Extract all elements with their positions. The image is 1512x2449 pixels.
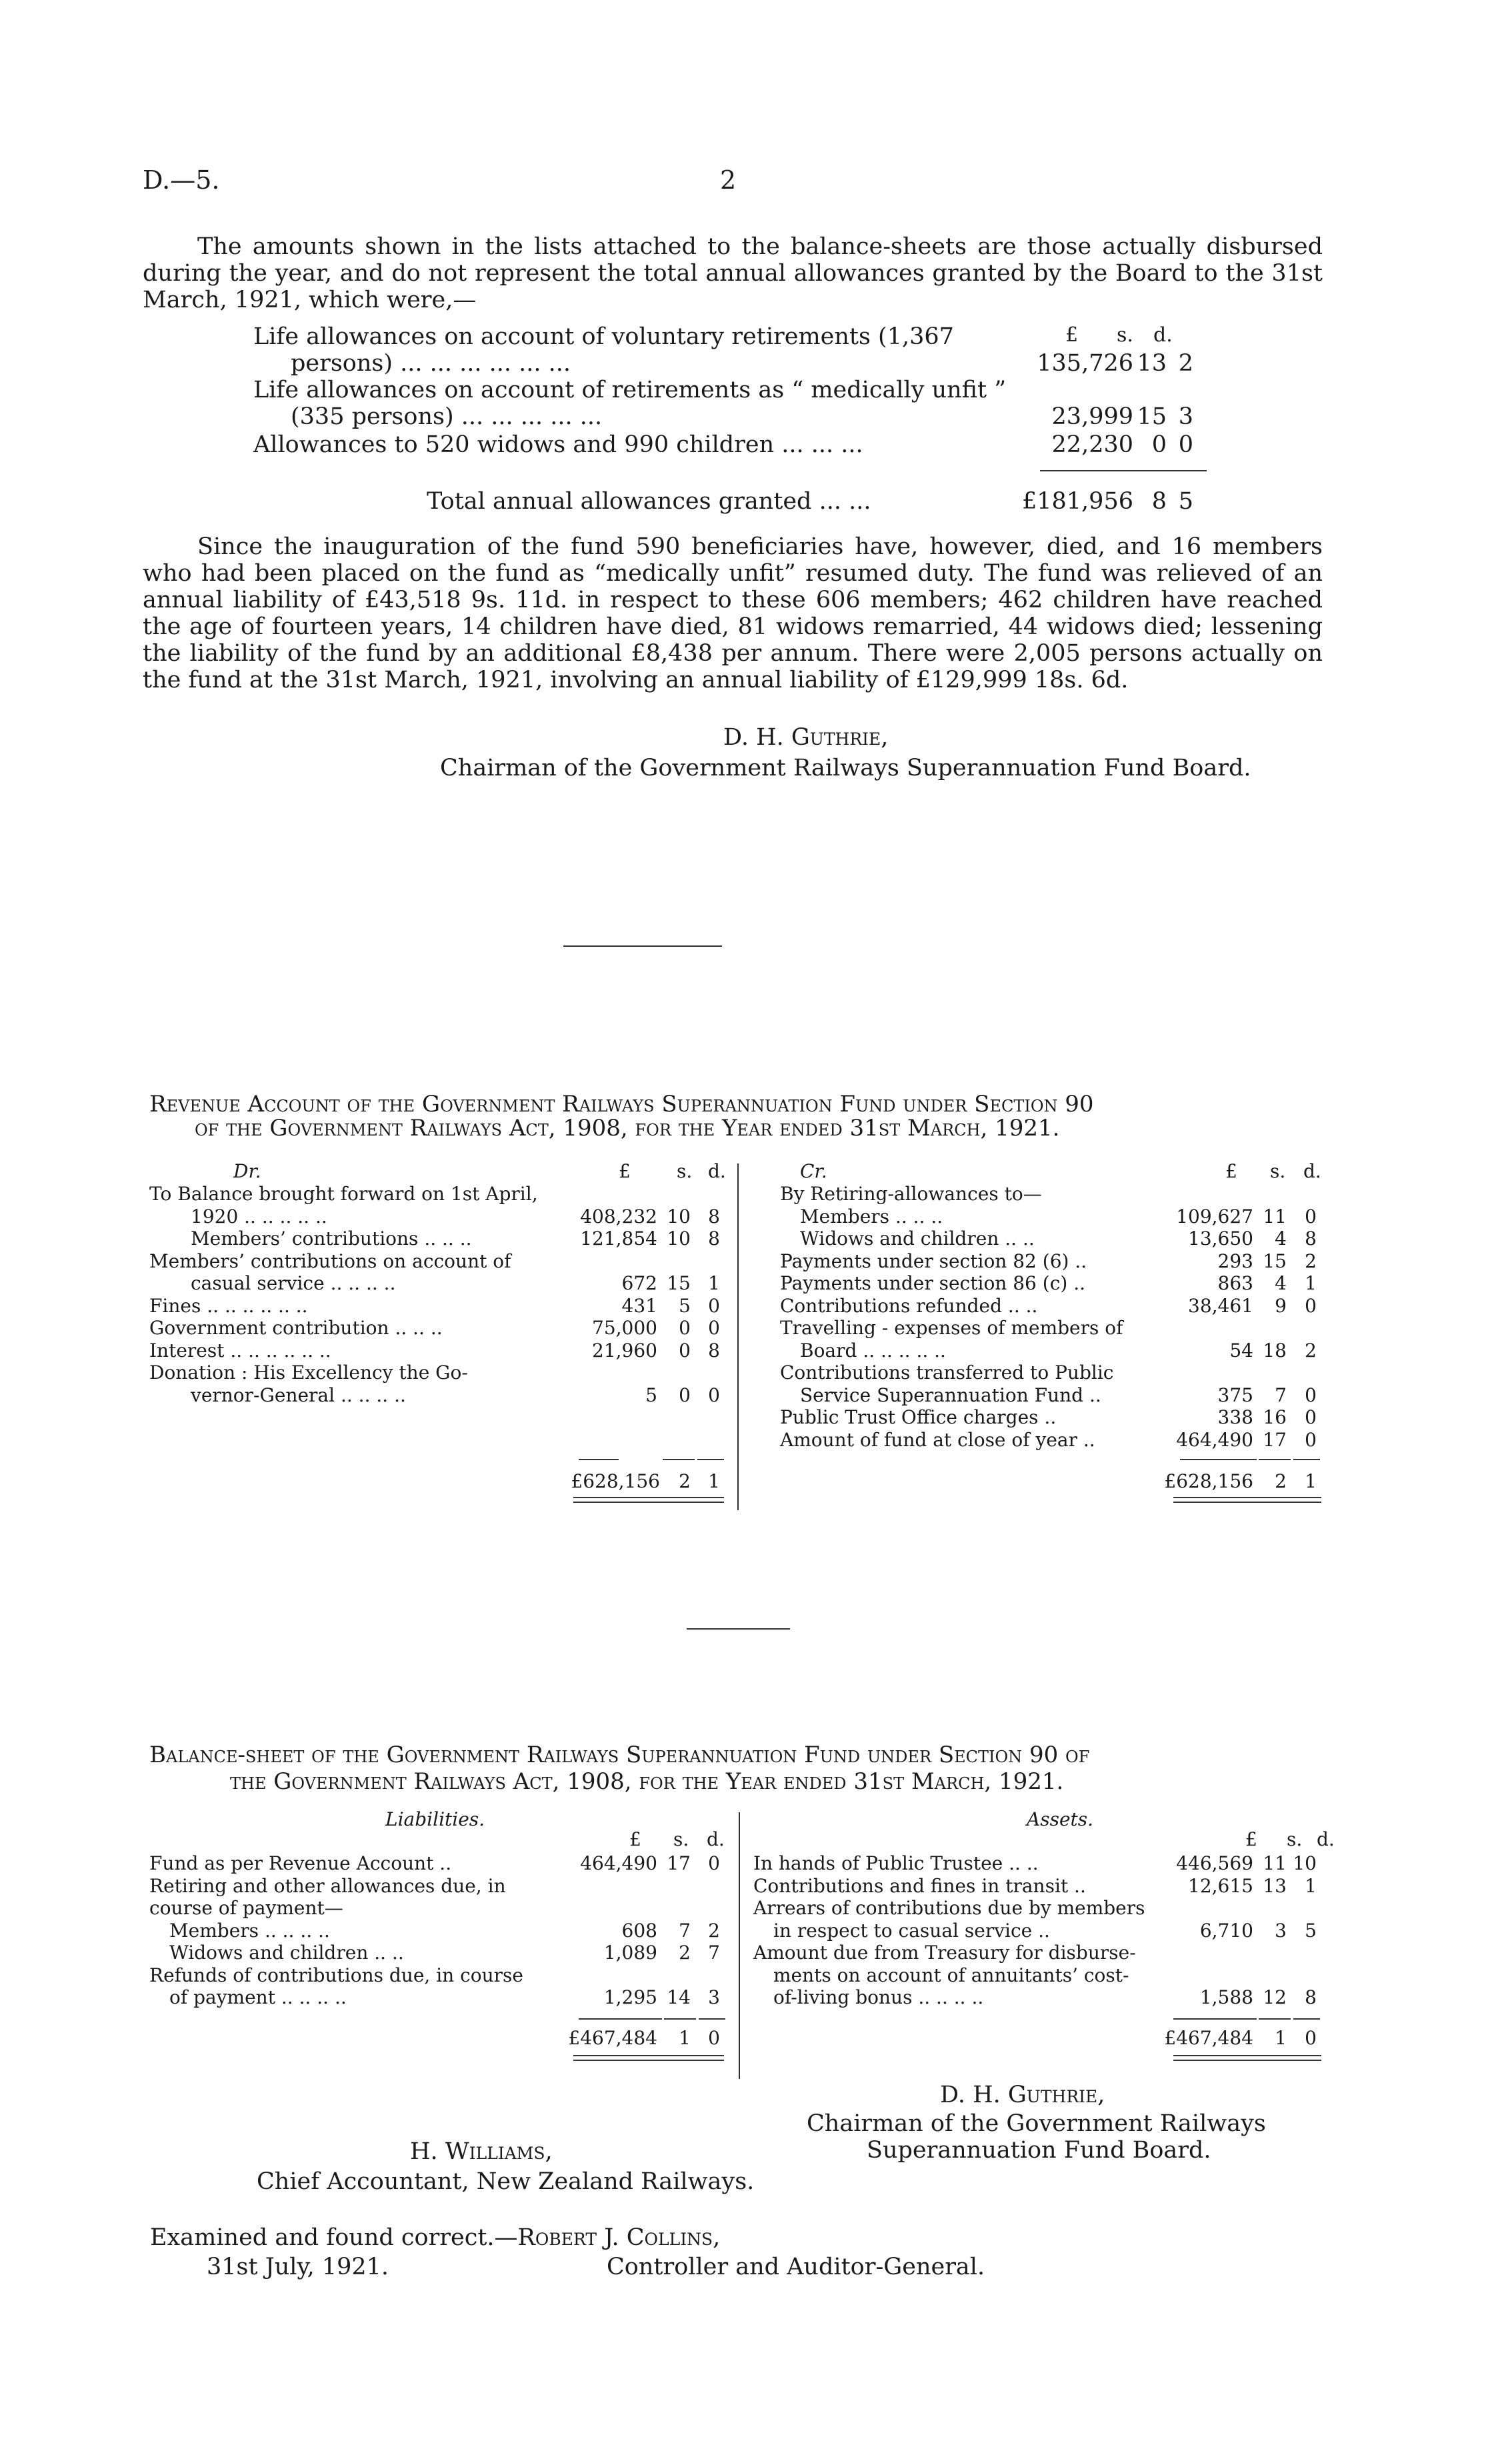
ledger-row-pence: 8	[708, 1205, 720, 1228]
ledger-row-pence: 1	[1305, 1874, 1317, 1897]
cr-label: Cr.	[800, 1160, 827, 1182]
ledger-row-shillings: 14	[667, 1986, 691, 2008]
ledger-row-pence: 7	[708, 1942, 720, 1964]
ledger-row-pounds: 338	[1217, 1406, 1253, 1428]
audit-line	[150, 2224, 720, 2251]
ledger-row-pence: 0	[708, 1317, 720, 1339]
ledger-row-pounds: 464,490	[1176, 1428, 1253, 1451]
ledger-row-pounds: 121,854	[580, 1228, 657, 1250]
guthrie-name: D. H. Guthrie,	[940, 2082, 1105, 2108]
ledger-row-text: Donation : His Excellency the Go-	[149, 1362, 468, 1384]
signature-name: D. H. Guthrie,	[723, 724, 889, 751]
cr-sum-rule	[1259, 1459, 1291, 1460]
auditor-name: Robert J. Collins,	[517, 2224, 721, 2251]
revenue-title-line2: of the Government Railways Act, 1908, for the Year ended 31st March, 1921.	[195, 1115, 1060, 1141]
col-pence: d.	[708, 1160, 726, 1182]
total-label: Total annual allowances granted ... ...	[427, 488, 871, 515]
col-pence: d.	[707, 1828, 725, 1850]
guthrie-title-line1: Chairman of the Government Railways	[807, 2110, 1266, 2137]
ledger-row-text: Interest .. .. .. .. .. ..	[149, 1339, 331, 1362]
col-shillings: s.	[677, 1160, 693, 1182]
ledger-row-pounds: 672	[621, 1272, 657, 1294]
ledger-row-pence: 0	[1305, 1406, 1317, 1428]
ledger-row-pounds: 5	[645, 1384, 657, 1406]
dr-total-pounds: £628,156	[571, 1470, 660, 1492]
liab-sum-rule	[579, 2018, 662, 2020]
ledger-row-pounds: 75,000	[592, 1317, 657, 1339]
ledger-row-pounds: 1,588	[1199, 1986, 1253, 2008]
ledger-row-pence: 0	[708, 1294, 720, 1317]
col-shillings: s.	[673, 1828, 689, 1850]
ledger-row-text: Fund as per Revenue Account ..	[149, 1852, 452, 1874]
balance-divider	[739, 1812, 740, 2079]
ledger-row-shillings: 18	[1263, 1339, 1287, 1362]
ledger-row-shillings: 3	[1275, 1919, 1287, 1942]
ledger-row-shillings: 10	[667, 1205, 691, 1228]
ledger-row-text: Widows and children .. ..	[800, 1228, 1035, 1250]
ledger-row-pounds: 608	[621, 1919, 657, 1942]
assets-label: Assets.	[1027, 1808, 1094, 1830]
signature-title: Chairman of the Government Railways Superannuation Fund Board.	[440, 755, 1251, 781]
asset-sum-rule	[1293, 2018, 1320, 2020]
ledger-row-shillings: 7	[679, 1919, 691, 1942]
ledger-row-pounds: 1,295	[603, 1986, 657, 2008]
ledger-row-shillings: 11	[1263, 1852, 1287, 1874]
liab-total-shillings: 1	[679, 2027, 691, 2049]
audit-date: 31st July, 1921.	[207, 2254, 389, 2280]
intro-paragraph	[143, 233, 1323, 313]
ledger-row-shillings: 17	[667, 1852, 691, 1874]
ledger-row-pence: 8	[1305, 1986, 1317, 2008]
liab-total-pence: 0	[708, 2027, 720, 2049]
cr-total-shillings: 2	[1275, 1470, 1287, 1492]
ledger-row-pence: 2	[1305, 1250, 1317, 1272]
ledger-row-text: Members’ contributions .. .. ..	[191, 1228, 472, 1250]
dr-sum-rule	[579, 1459, 619, 1460]
ledger-row-shillings: 17	[1263, 1428, 1287, 1451]
since-paragraph	[143, 533, 1323, 693]
ledger-row-pence: 0	[1305, 1205, 1317, 1228]
allowance-pounds: 23,999	[1051, 403, 1133, 430]
ledger-row-text: Members .. .. ..	[800, 1205, 943, 1228]
dr-label: Dr.	[233, 1160, 261, 1182]
allowance-pence: 2	[1178, 350, 1193, 377]
ledger-row-pounds: 863	[1217, 1272, 1253, 1294]
ledger-row-pounds: 431	[621, 1294, 657, 1317]
ledger-row-text: In hands of Public Trustee .. ..	[753, 1852, 1039, 1874]
ledger-row-pence: 8	[708, 1228, 720, 1250]
ledger-row-pounds: 1,089	[603, 1942, 657, 1964]
liabilities-label: Liabilities.	[385, 1808, 485, 1830]
allowance-line1: Life allowances on account of voluntary retirements (1,367	[253, 323, 954, 350]
ledger-row-pence: 0	[1305, 1294, 1317, 1317]
section-divider	[687, 1628, 790, 1630]
ledger-row-text: Amount of fund at close of year ..	[780, 1428, 1095, 1451]
liab-total-pounds: £467,484	[568, 2027, 657, 2049]
liab-sum-rule	[699, 2018, 725, 2020]
ledger-row-shillings: 13	[1263, 1874, 1287, 1897]
ledger-row-pence: 0	[708, 1852, 720, 1874]
asset-total-double-rule	[1173, 2055, 1321, 2061]
ledger-row-pounds: 12,615	[1188, 1874, 1253, 1897]
ledger-row-shillings: 7	[1275, 1384, 1287, 1406]
ledger-row-shillings: 10	[667, 1228, 691, 1250]
ledger-row-text: Arrears of contributions due by members	[753, 1897, 1145, 1919]
asset-sum-rule	[1259, 2018, 1291, 2020]
col-shillings: s.	[1270, 1160, 1286, 1182]
allowance-pounds: 135,726	[1037, 350, 1133, 377]
allowance-pence: 0	[1178, 431, 1193, 458]
ledger-row-shillings: 15	[1263, 1250, 1287, 1272]
asset-total-shillings: 1	[1275, 2027, 1287, 2049]
audit-prefix: Examined and found correct.—	[150, 2224, 518, 2251]
balance-title-line1: Balance-sheet of the Government Railways Superannuation Fund under Section 90 of	[149, 1742, 1090, 1768]
ledger-row-text: Members .. .. .. ..	[169, 1919, 330, 1942]
guthrie-title-line2: Superannuation Fund Board.	[867, 2137, 1211, 2164]
ledger-row-text: Contributions transferred to Public	[780, 1362, 1114, 1384]
ledger-row-pounds: 13,650	[1188, 1228, 1253, 1250]
allowance-shillings: 0	[1151, 431, 1167, 458]
liab-sum-rule	[664, 2018, 696, 2020]
ledger-row-text: To Balance brought forward on 1st April,	[149, 1183, 538, 1205]
ledger-row-shillings: 2	[679, 1942, 691, 1964]
revenue-divider	[737, 1163, 739, 1510]
ledger-row-pounds: 446,569	[1176, 1852, 1253, 1874]
dr-total-pence: 1	[708, 1470, 720, 1492]
col-pounds: £	[629, 1828, 641, 1850]
auditor-title: Controller and Auditor-General.	[607, 2254, 985, 2280]
ledger-row-text: ments on account of annuitants’ cost-	[773, 1964, 1129, 1986]
ledger-row-text: Board .. .. .. .. ..	[800, 1339, 946, 1362]
ledger-row-text: of-living bonus .. .. .. ..	[773, 1986, 984, 2008]
ledger-row-shillings: 11	[1263, 1205, 1287, 1228]
ledger-row-pounds: 293	[1217, 1250, 1253, 1272]
allowance-line1: Allowances to 520 widows and 990 children ... ... ...	[253, 431, 863, 458]
ledger-row-text: Widows and children .. ..	[169, 1942, 404, 1964]
page-number: 2	[720, 165, 737, 195]
col-pence: d.	[1317, 1828, 1335, 1850]
ledger-row-shillings: 5	[679, 1294, 691, 1317]
ledger-row-shillings: 0	[679, 1317, 691, 1339]
ledger-row-text: By Retiring-allowances to—	[780, 1183, 1042, 1205]
cr-total-double-rule	[1173, 1497, 1321, 1503]
col-shillings: s.	[1287, 1828, 1303, 1850]
ledger-row-text: Service Superannuation Fund ..	[800, 1384, 1101, 1406]
ledger-row-text: Contributions refunded .. ..	[780, 1294, 1038, 1317]
col-pounds: £	[1065, 323, 1079, 347]
allowance-pounds: 22,230	[1051, 431, 1133, 458]
col-pounds: £	[619, 1160, 631, 1182]
ledger-row-pounds: 375	[1217, 1384, 1253, 1406]
ledger-row-text: in respect to casual service ..	[773, 1919, 1050, 1942]
ledger-row-pounds: 21,960	[592, 1339, 657, 1362]
asset-sum-rule	[1173, 2018, 1257, 2020]
ledger-row-pounds: 408,232	[580, 1205, 657, 1228]
ledger-row-pence: 1	[1305, 1272, 1317, 1294]
document-ref: D.—5.	[143, 165, 220, 195]
cr-sum-rule	[1293, 1459, 1320, 1460]
ledger-row-pounds: 6,710	[1199, 1919, 1253, 1942]
ledger-row-pence: 1	[708, 1272, 720, 1294]
ledger-row-shillings: 9	[1275, 1294, 1287, 1317]
ledger-row-shillings: 0	[679, 1339, 691, 1362]
since-text: Since the inauguration of the fund 590 beneficiaries have, however, died, and 16 members who had been placed on the fund as “medically unfit” resumed duty. The fund was relieved of an annual liability of £43,518 9s. 11d. in respect to these 606 members; 462 children have reached the age of fourteen years, 14 children have died, 81 widows remarried, 44 widows died; lessening the liability of the fund by an additional £8,438 per annum. There were 2,005 persons actually on the fund at the 31st March, 1921, involving an annual liability of £129,999 18s. 6d.	[143, 533, 1323, 693]
ledger-row-text: Government contribution .. .. ..	[149, 1317, 443, 1339]
ledger-row-text: Travelling - expenses of members of	[780, 1317, 1123, 1339]
section-divider	[563, 945, 722, 947]
ledger-row-text: of payment .. .. .. ..	[169, 1986, 347, 2008]
intro-text: The amounts shown in the lists attached to the balance-sheets are those actually disbursed during the year, and do not represent the total annual allowances granted by the Board to the 31st March, 1921, which were,—	[143, 233, 1323, 313]
ledger-row-text: Fines .. .. .. .. .. ..	[149, 1294, 308, 1317]
ledger-row-text: Payments under section 82 (6) ..	[780, 1250, 1087, 1272]
allowance-pence: 3	[1178, 403, 1193, 430]
ledger-row-pounds: 464,490	[580, 1852, 657, 1874]
dr-total-shillings: 2	[679, 1470, 691, 1492]
total-pounds: £181,956	[1021, 488, 1133, 515]
dr-total-double-rule	[573, 1497, 724, 1503]
allowance-line2: persons) ... ... ... ... ... ...	[291, 350, 571, 377]
ledger-row-pence: 0	[1305, 1384, 1317, 1406]
revenue-title-line1: Revenue Account of the Government Railways Superannuation Fund under Section 90	[149, 1091, 1094, 1117]
ledger-row-pence: 10	[1293, 1852, 1317, 1874]
col-shillings: s.	[1117, 323, 1133, 347]
total-pence: 5	[1178, 488, 1193, 515]
asset-total-pounds: £467,484	[1164, 2027, 1253, 2049]
ledger-row-pounds: 54	[1229, 1339, 1253, 1362]
ledger-row-shillings: 15	[667, 1272, 691, 1294]
col-pence: d.	[1153, 323, 1173, 347]
ledger-row-shillings: 16	[1263, 1406, 1287, 1428]
total-shillings: 8	[1151, 488, 1167, 515]
sum-rule	[1040, 470, 1207, 471]
ledger-row-pence: 8	[708, 1339, 720, 1362]
ledger-row-pence: 5	[1305, 1919, 1317, 1942]
ledger-row-text: vernor-General .. .. .. ..	[191, 1384, 406, 1406]
ledger-row-text: course of payment—	[149, 1897, 343, 1919]
ledger-row-text: Refunds of contributions due, in course	[149, 1964, 523, 1986]
ledger-row-pence: 3	[708, 1986, 720, 2008]
ledger-row-shillings: 0	[679, 1384, 691, 1406]
ledger-row-pounds: 109,627	[1176, 1205, 1253, 1228]
col-pounds: £	[1225, 1160, 1237, 1182]
ledger-row-text: Contributions and fines in transit ..	[753, 1874, 1086, 1897]
williams-title: Chief Accountant, New Zealand Railways.	[257, 2168, 755, 2195]
ledger-row-pence: 2	[1305, 1339, 1317, 1362]
allowance-line1: Life allowances on account of retirements as “ medically unfit ”	[253, 377, 1007, 403]
asset-total-pence: 0	[1305, 2027, 1317, 2049]
ledger-row-text: Members’ contributions on account of	[149, 1250, 511, 1272]
ledger-row-shillings: 4	[1275, 1272, 1287, 1294]
ledger-row-shillings: 12	[1263, 1986, 1287, 2008]
ledger-row-pence: 2	[708, 1919, 720, 1942]
allowance-line2: (335 persons) ... ... ... ... ...	[291, 403, 603, 430]
ledger-row-pence: 0	[1305, 1428, 1317, 1451]
allowance-shillings: 15	[1137, 403, 1167, 430]
cr-total-pence: 1	[1305, 1470, 1317, 1492]
ledger-row-pounds: 38,461	[1188, 1294, 1253, 1317]
ledger-row-text: 1920 .. .. .. .. ..	[191, 1205, 327, 1228]
ledger-row-pence: 8	[1305, 1228, 1317, 1250]
ledger-row-text: Public Trust Office charges ..	[780, 1406, 1057, 1428]
col-pounds: £	[1245, 1828, 1257, 1850]
dr-sum-rule	[663, 1459, 695, 1460]
cr-total-pounds: £628,156	[1164, 1470, 1253, 1492]
ledger-row-shillings: 4	[1275, 1228, 1287, 1250]
dr-sum-rule	[697, 1459, 724, 1460]
ledger-row-text: Payments under section 86 (c) ..	[780, 1272, 1085, 1294]
williams-name: H. Williams,	[410, 2138, 553, 2165]
col-pence: d.	[1303, 1160, 1321, 1182]
ledger-row-pence: 0	[708, 1384, 720, 1406]
liab-total-double-rule	[573, 2055, 724, 2061]
ledger-row-text: Amount due from Treasury for disburse-	[753, 1942, 1136, 1964]
allowance-shillings: 13	[1137, 350, 1167, 377]
ledger-row-text: casual service .. .. .. ..	[191, 1272, 396, 1294]
cr-sum-rule	[1180, 1459, 1257, 1460]
ledger-row-text: Retiring and other allowances due, in	[149, 1874, 506, 1897]
balance-title-line2: the Government Railways Act, 1908, for the Year ended 31st March, 1921.	[230, 1768, 1064, 1795]
